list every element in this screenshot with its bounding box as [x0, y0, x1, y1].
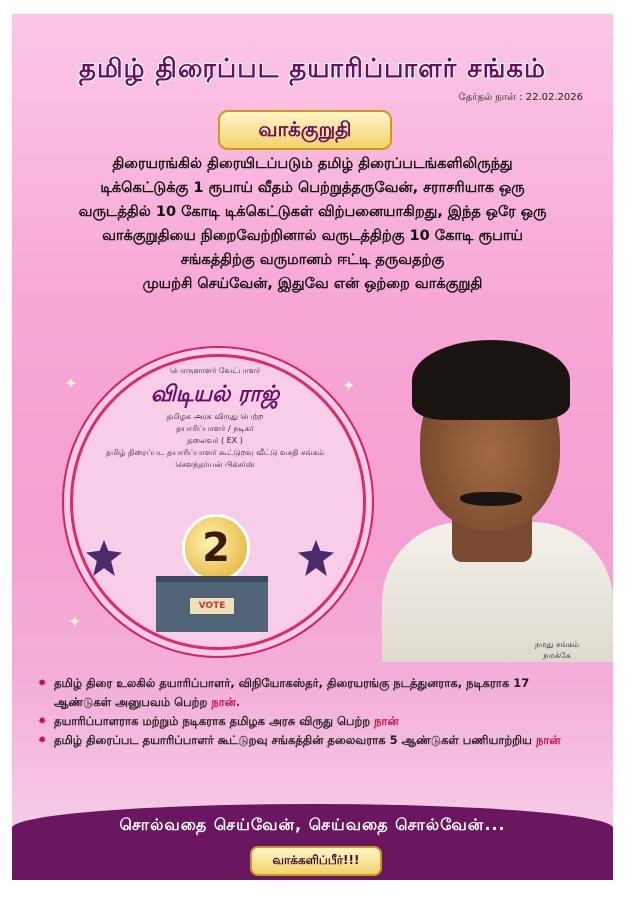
achievement-highlight: நான்: [374, 714, 399, 728]
photo-mustache: [460, 492, 522, 506]
candidate-detail: சௌந்தர்யன் பிக்சர்ஸ்: [175, 460, 255, 469]
photo-caption: [512, 639, 602, 661]
achievement-item: [38, 731, 578, 750]
slogan: சொல்வதை செய்வேன், செய்வதை சொல்வேன்...: [119, 815, 506, 834]
vote-label: VOTE: [190, 598, 234, 614]
vote-call-badge: வாக்களிப்பீர்!!!: [250, 846, 382, 876]
photo-hair: [412, 340, 570, 420]
photo-caption-line: நமக்கே: [543, 651, 571, 660]
achievement-text: தமிழ் திரைப்பட தயாரிப்பாளர் கூட்டுறவு சங்கத்தின் தலைவராக 5 ஆண்டுகள் பணியாற்றிய: [54, 733, 532, 747]
candidate-detail: தமிழக அரசு விருது பெற்ற: [166, 412, 264, 421]
bullet-star-icon: ✸: [38, 716, 47, 727]
bullet-star-icon: ✸: [38, 735, 47, 746]
achievement-item: [38, 712, 578, 731]
poster-title: தமிழ் திரைப்பட தயாரிப்பாளர் சங்கம்: [79, 54, 546, 84]
ballot-box-icon: [156, 576, 268, 632]
ballot-graphic: [142, 514, 282, 634]
pledge-line: திரையரங்கில் திரையிடப்படும் தமிழ் திரைப்படங்களிலிருந்து: [112, 156, 513, 172]
achievement-item: [38, 674, 578, 712]
sparkle-icon: ✦: [64, 374, 78, 393]
achievement-highlight: நான்.: [211, 695, 241, 709]
ballot-number-badge: 2: [182, 514, 250, 582]
campaign-poster: [12, 14, 613, 880]
candidate-detail: தமிழ் திரைப்பட தயாரிப்பாளர் கூட்டுறவு வீட்டு வசதி சங்கம்: [105, 448, 325, 457]
photo-caption-line: நமது சங்கம்: [534, 640, 580, 649]
achievement-text: தயாரிப்பாளராக மற்றும் நடிகராக தமிழக அரசு விருது பெற்ற: [54, 714, 371, 728]
pledge-line: வாக்குறுதியை நிறைவேற்றினால் வருடத்திற்கு 10 கோடி ரூபாய்: [102, 228, 523, 244]
pledge-text: [42, 152, 583, 296]
candidate-name: விடியல் ராஜ்: [150, 382, 280, 407]
candidate-detail: தலைவர் ( EX ): [187, 436, 243, 445]
pledge-badge: [218, 110, 392, 150]
pledge-badge-label: வாக்குறுதி: [258, 116, 352, 141]
candidate-info: [90, 366, 340, 470]
pledge-line: வருடத்தில் 10 கோடி டிக்கெட்டுகள் விற்பனையாகிறது, இந்த ஒரே ஒரு: [78, 204, 547, 220]
sparkle-icon: ✦: [342, 376, 356, 395]
pledge-line: டிக்கெட்டுக்கு 1 ரூபாய் வீதம் பெற்றுத்தருவேன், சராசரியாக ஒரு: [100, 180, 525, 196]
bullet-star-icon: ✸: [38, 678, 47, 689]
pledge-line: சங்கத்திற்கு வருமானம் ஈட்டி தருவதற்கு: [180, 252, 445, 268]
candidate-role: பொருளாளர் வேட்பாளர்: [169, 366, 261, 375]
sparkle-icon: ✦: [68, 612, 82, 631]
candidate-detail: தயாரிப்பாளர் / நடிகர்: [175, 424, 255, 433]
pledge-line: முயற்சி செய்வேன், இதுவே என் ஒற்றை வாக்குறுதி: [142, 276, 483, 292]
candidate-photo: [372, 332, 613, 662]
election-date: தேர்தல் நாள் : 22.02.2026: [458, 92, 583, 103]
achievement-text: தமிழ் திரை உலகில் தயாரிப்பாளர், விநியோகஸ்தர், திரையரங்கு நடத்துனராக, நடிகராக 17 ஆண்டுகள் அனுபவம் பெற்ற: [54, 676, 530, 709]
achievement-highlight: நான்: [535, 733, 561, 747]
achievement-list: [38, 674, 578, 750]
